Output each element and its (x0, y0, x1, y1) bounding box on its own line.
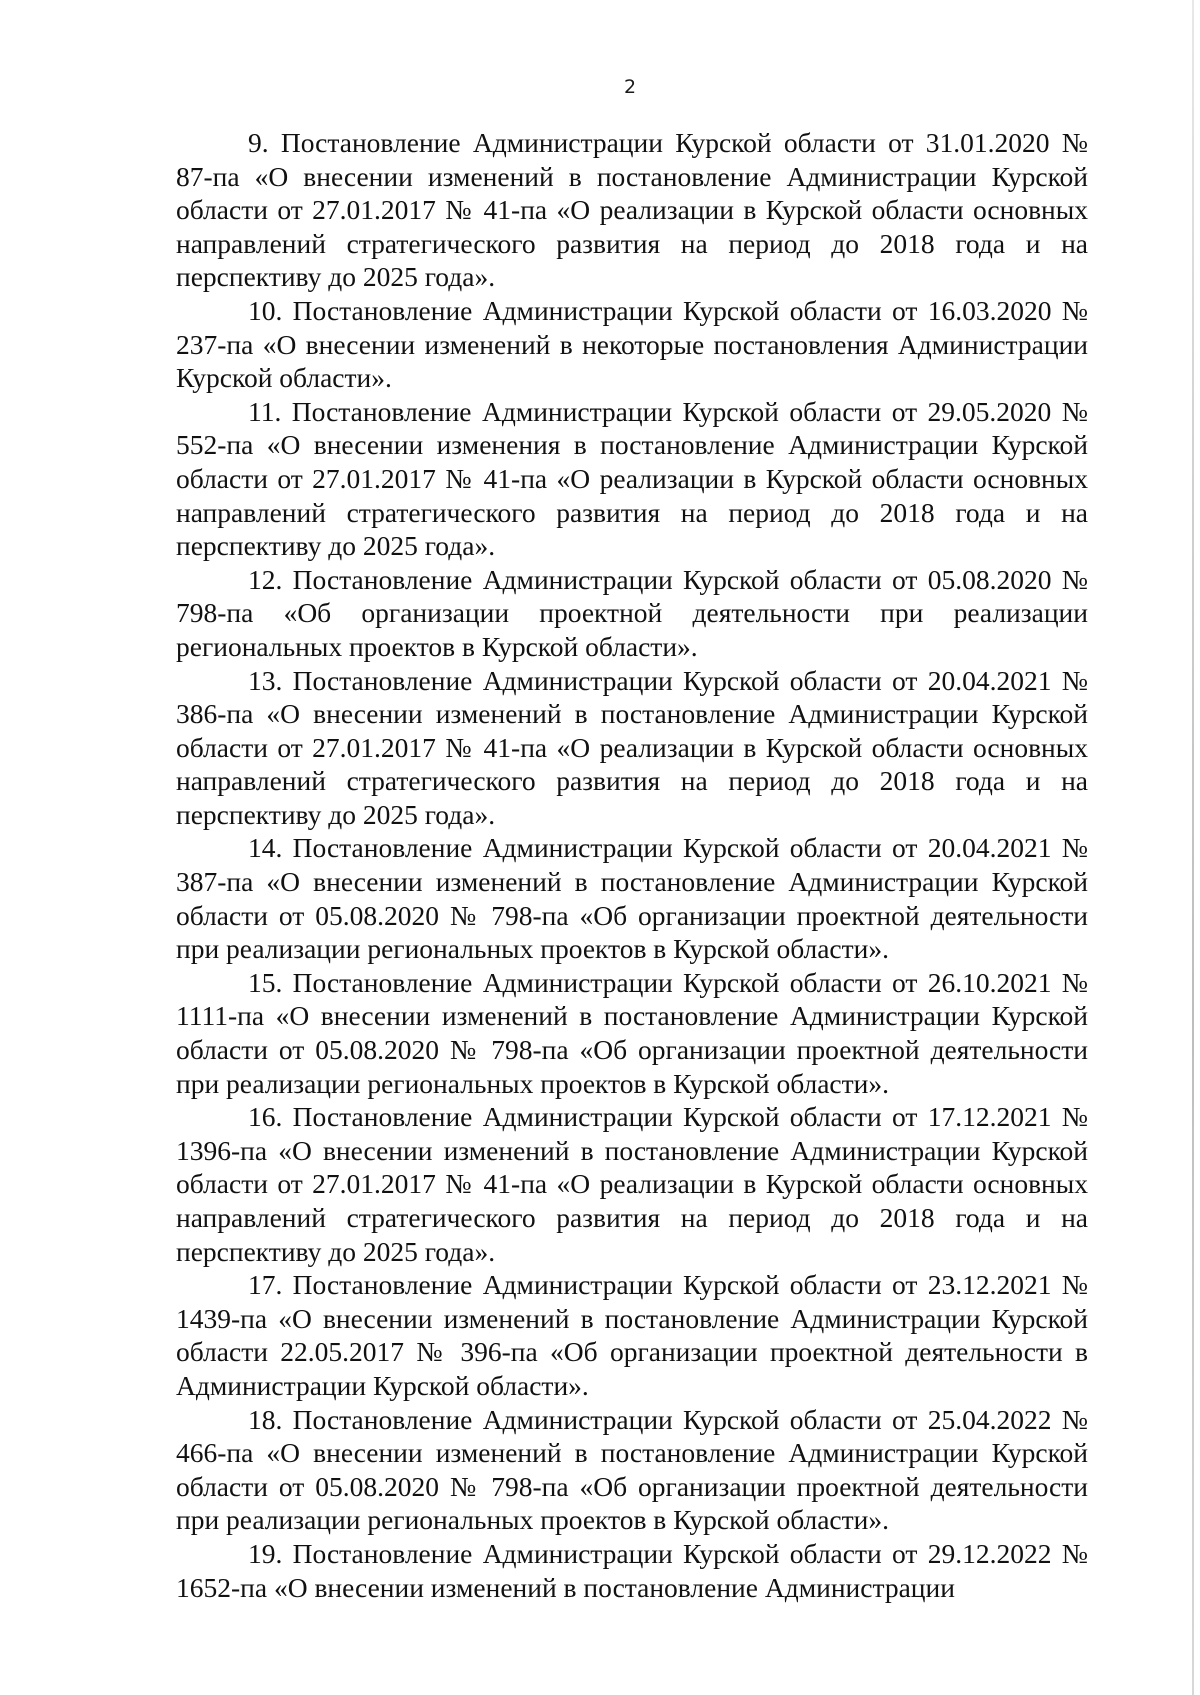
list-item-15: 15. Постановление Администрации Курской области от 26.10.2021 № 1111-па «О внесении изменений в постановление Администрации Курской области от 05.08.2020 № 798-па «Об организации проектной деятельности при реализации региональных проектов в Курской области». (176, 966, 1088, 1099)
list-item-10: 10. Постановление Администрации Курской области от 16.03.2020 № 237-па «О внесении изменений в некоторые постановления Администрации Курской области». (176, 294, 1088, 394)
list-item-17: 17. Постановление Администрации Курской области от 23.12.2021 № 1439-па «О внесении изменений в постановление Администрации Курской области 22.05.2017 № 396-па «Об организации проектной деятельности в Администрации Курской области». (176, 1269, 1088, 1401)
list-item-12: 12. Постановление Администрации Курской области от 05.08.2020 № 798-па «Об организации проектной деятельности при реализации региональных проектов в Курской области». (176, 563, 1088, 662)
list-item-18: 18. Постановление Администрации Курской области от 25.04.2022 № 466-па «О внесении изменений в постановление Администрации Курской области от 05.08.2020 № 798-па «Об организации проектной деятельности при реализации региональных проектов в Курской области». (176, 1403, 1088, 1536)
list-item-14: 14. Постановление Администрации Курской области от 20.04.2021 № 387-па «О внесении изменений в постановление Администрации Курской области от 05.08.2020 № 798-па «Об организации проектной деятельности при реализации региональных проектов в Курской области». (176, 832, 1088, 965)
list-item-11: 11. Постановление Администрации Курской области от 29.05.2020 № 552-па «О внесении изменения в постановление Администрации Курской области от 27.01.2017 № 41-па «О реализации в Курской области основных направлений стратегического развития на период до 2018 года и на перспективу до 2025 года». (176, 395, 1088, 562)
document-body (176, 126, 1088, 1604)
list-item-9: 9. Постановление Администрации Курской области от 31.01.2020 № 87-па «О внесении изменений в постановление Администрации Курской области от 27.01.2017 № 41-па «О реализации в Курской области основных направлений стратегического развития на период до 2018 года и на перспективу до 2025 года». (176, 127, 1088, 293)
list-item-13: 13. Постановление Администрации Курской области от 20.04.2021 № 386-па «О внесении изменений в постановление Администрации Курской области от 27.01.2017 № 41-па «О реализации в Курской области основных направлений стратегического развития на период до 2018 года и на перспективу до 2025 года». (176, 664, 1088, 830)
scan-edge-shadow (1192, 0, 1194, 1695)
page-number: 2 (623, 76, 637, 98)
list-item-19: 19. Постановление Администрации Курской области от 29.12.2022 № 1652-па «О внесении изменений в постановление Администрации (176, 1537, 1088, 1603)
list-item-16: 16. Постановление Администрации Курской области от 17.12.2021 № 1396-па «О внесении изменений в постановление Администрации Курской области от 27.01.2017 № 41-па «О реализации в Курской области основных направлений стратегического развития на период до 2018 года и на перспективу до 2025 года». (176, 1101, 1088, 1267)
